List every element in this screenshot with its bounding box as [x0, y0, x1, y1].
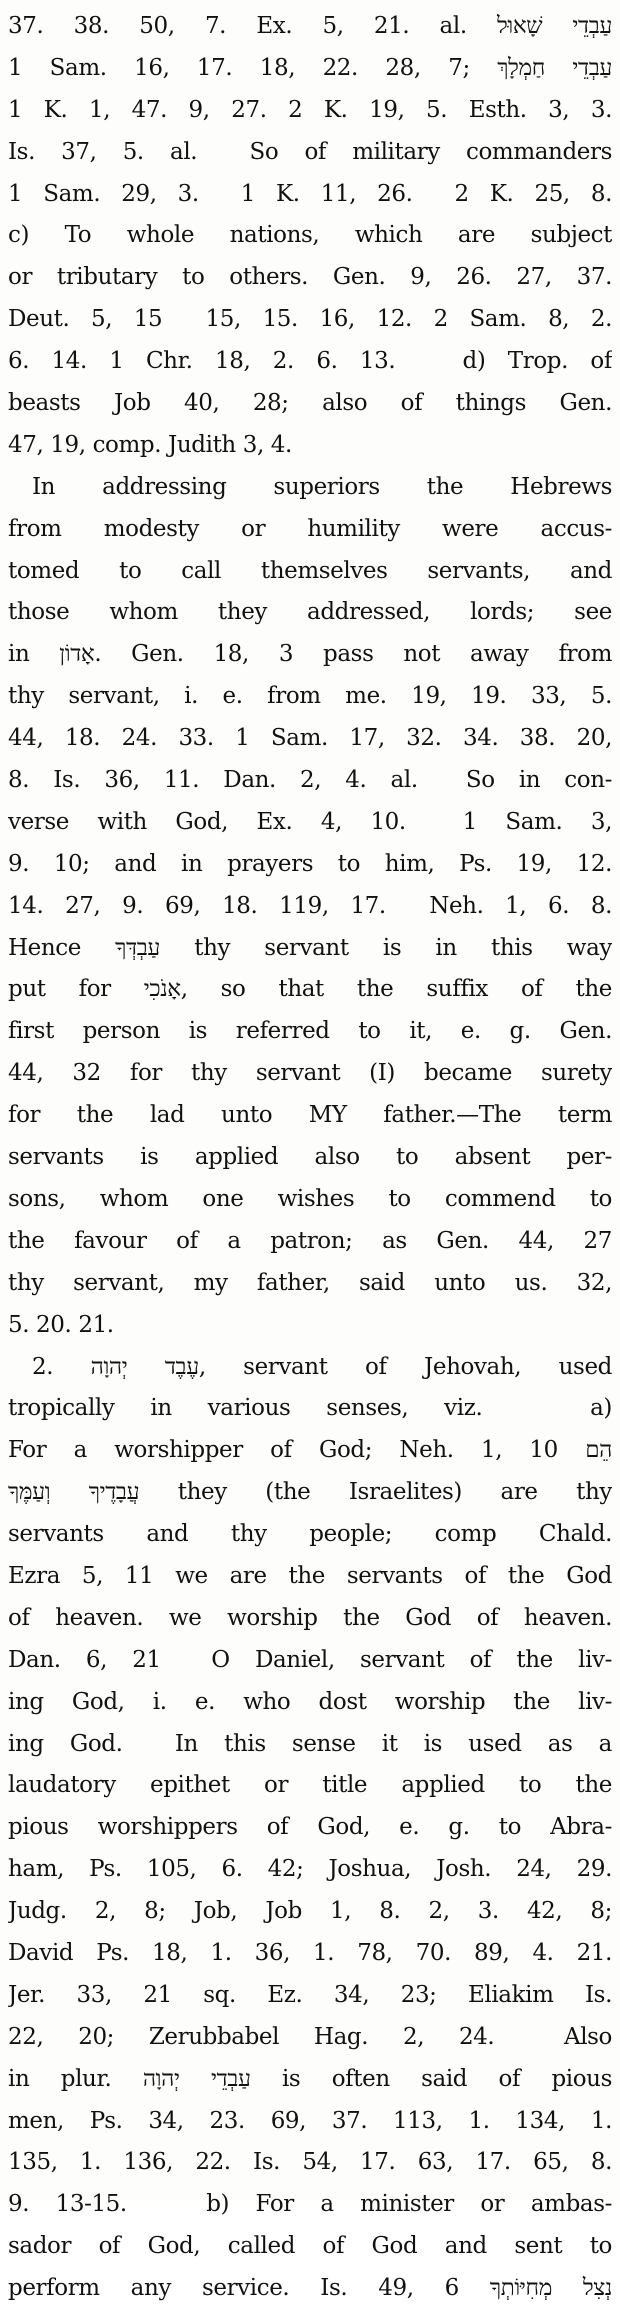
text-line: David Ps. 18, 1. 36, 1. 78, 70. 89, 4. 21.: [8, 1939, 612, 1966]
entry-text-block: [8, 6, 612, 2310]
text-line: for the lad unto MY father.—The term: [8, 1102, 612, 1129]
text-line: 14. 27, 9. 69, 18. 119, 17. Neh. 1, 6. 8.: [8, 892, 612, 919]
text-line: in plur. עַבְדֵי יְהוָה is often said of pious: [8, 2065, 612, 2092]
text-line: thy servant, my father, said unto us. 32,: [8, 1269, 612, 1296]
text-line: 44, 32 for thy servant (I) became surety: [8, 1060, 612, 1087]
text-line: ham, Ps. 105, 6. 42; Joshua, Josh. 24, 29.: [8, 1856, 612, 1883]
text-line: from modesty or humility were accus-: [8, 515, 612, 542]
text-line: Deut. 5, 15 15, 15. 16, 12. 2 Sam. 8, 2.: [8, 306, 612, 333]
text-line: 6. 14. 1 Chr. 18, 2. 6. 13. d) Trop. of: [8, 348, 612, 375]
text-line: first person is referred to it, e. g. Gen.: [8, 1018, 612, 1045]
text-line: Judg. 2, 8; Job, Job 1, 8. 2, 3. 42, 8;: [8, 1898, 612, 1925]
text-line: עֲבָדֶיךָ וְעַמֶּךָ they (the Israelites) are thy: [8, 1479, 612, 1506]
text-line: Hence עַבְדְּךָ thy servant is in this way: [8, 934, 612, 961]
text-line: perform any service. Is. 49, 6 נְצִל מְחִיּוֹתְךָ: [8, 2275, 612, 2302]
text-line: pious worshippers of God, e. g. to Abra-: [8, 1814, 612, 1841]
text-line: 2. עֶבֶד יְהוָה, servant of Jehovah, used: [32, 1353, 612, 1380]
text-line: beasts Job 40, 28; also of things Gen.: [8, 390, 612, 417]
text-line: thy servant, i. e. from me. 19, 19. 33, 5.: [8, 683, 612, 710]
text-line: in אָדוֹן. Gen. 18, 3 pass not away from: [8, 641, 612, 668]
text-line: men, Ps. 34, 23. 69, 37. 113, 1. 134, 1.: [8, 2107, 612, 2134]
text-line: servants is applied also to absent per-: [8, 1144, 612, 1171]
text-line: ing God. In this sense it is used as a: [8, 1730, 612, 1757]
text-line: or tributary to others. Gen. 9, 26. 27, 37.: [8, 264, 612, 291]
text-line: put for אָנֹכִי, so that the suffix of the: [8, 976, 612, 1003]
text-line: 9. 10; and in prayers to him, Ps. 19, 12.: [8, 850, 612, 877]
text-line: 5. 20. 21.: [8, 1311, 114, 1338]
text-line: Is. 37, 5. al. So of military commanders: [8, 138, 612, 165]
text-line: the favour of a patron; as Gen. 44, 27: [8, 1227, 612, 1254]
text-line: verse with God, Ex. 4, 10. 1 Sam. 3,: [8, 808, 612, 835]
text-line: 1 Sam. 29, 3. 1 K. 11, 26. 2 K. 25, 8.: [8, 180, 612, 207]
text-line: 22, 20; Zerubbabel Hag. 2, 24. Also: [8, 2023, 612, 2050]
text-line: c) To whole nations, which are subject: [8, 222, 612, 249]
text-line: of heaven. we worship the God of heaven.: [8, 1604, 612, 1631]
text-line: servants and thy people; comp Chald.: [8, 1521, 612, 1548]
text-line: laudatory epithet or title applied to the: [8, 1772, 612, 1799]
text-line: For a worshipper of God; Neh. 1, 10 הֵם: [8, 1437, 612, 1464]
text-line: 44, 18. 24. 33. 1 Sam. 17, 32. 34. 38. 20,: [8, 725, 612, 752]
text-line: ing God, i. e. who dost worship the liv-: [8, 1688, 612, 1715]
text-line: Ezra 5, 11 we are the servants of the God: [8, 1562, 612, 1589]
text-line: 47, 19, comp. Judith 3, 4.: [8, 431, 292, 458]
text-line: sador of God, called of God and sent to: [8, 2233, 612, 2260]
text-line: 9. 13-15. b) For a minister or ambas-: [8, 2191, 612, 2218]
text-line: 135, 1. 136, 22. Is. 54, 17. 63, 17. 65, 8.: [8, 2149, 612, 2176]
text-line: 1 K. 1, 47. 9, 27. 2 K. 19, 5. Esth. 3, 3.: [8, 96, 612, 123]
text-line: 8. Is. 36, 11. Dan. 2, 4. al. So in con-: [8, 767, 612, 794]
text-line: tomed to call themselves servants, and: [8, 557, 612, 584]
text-line: those whom they addressed, lords; see: [8, 599, 612, 626]
text-line: 37. 38. 50, 7. Ex. 5, 21. al. עַבְדֵי שָׁאוּל: [8, 13, 612, 39]
text-line: sons, whom one wishes to commend to: [8, 1185, 612, 1212]
text-line: Jer. 33, 21 sq. Ez. 34, 23; Eliakim Is.: [8, 1981, 612, 2008]
text-line: In addressing superiors the Hebrews: [32, 473, 612, 500]
text-line: Dan. 6, 21 O Daniel, servant of the liv-: [8, 1646, 612, 1673]
text-line: 1 Sam. 16, 17. 18, 22. 28, 7; עַבְדֵי חַמְלָךְ: [8, 54, 612, 81]
text-line: tropically in various senses, viz. a): [8, 1395, 612, 1422]
